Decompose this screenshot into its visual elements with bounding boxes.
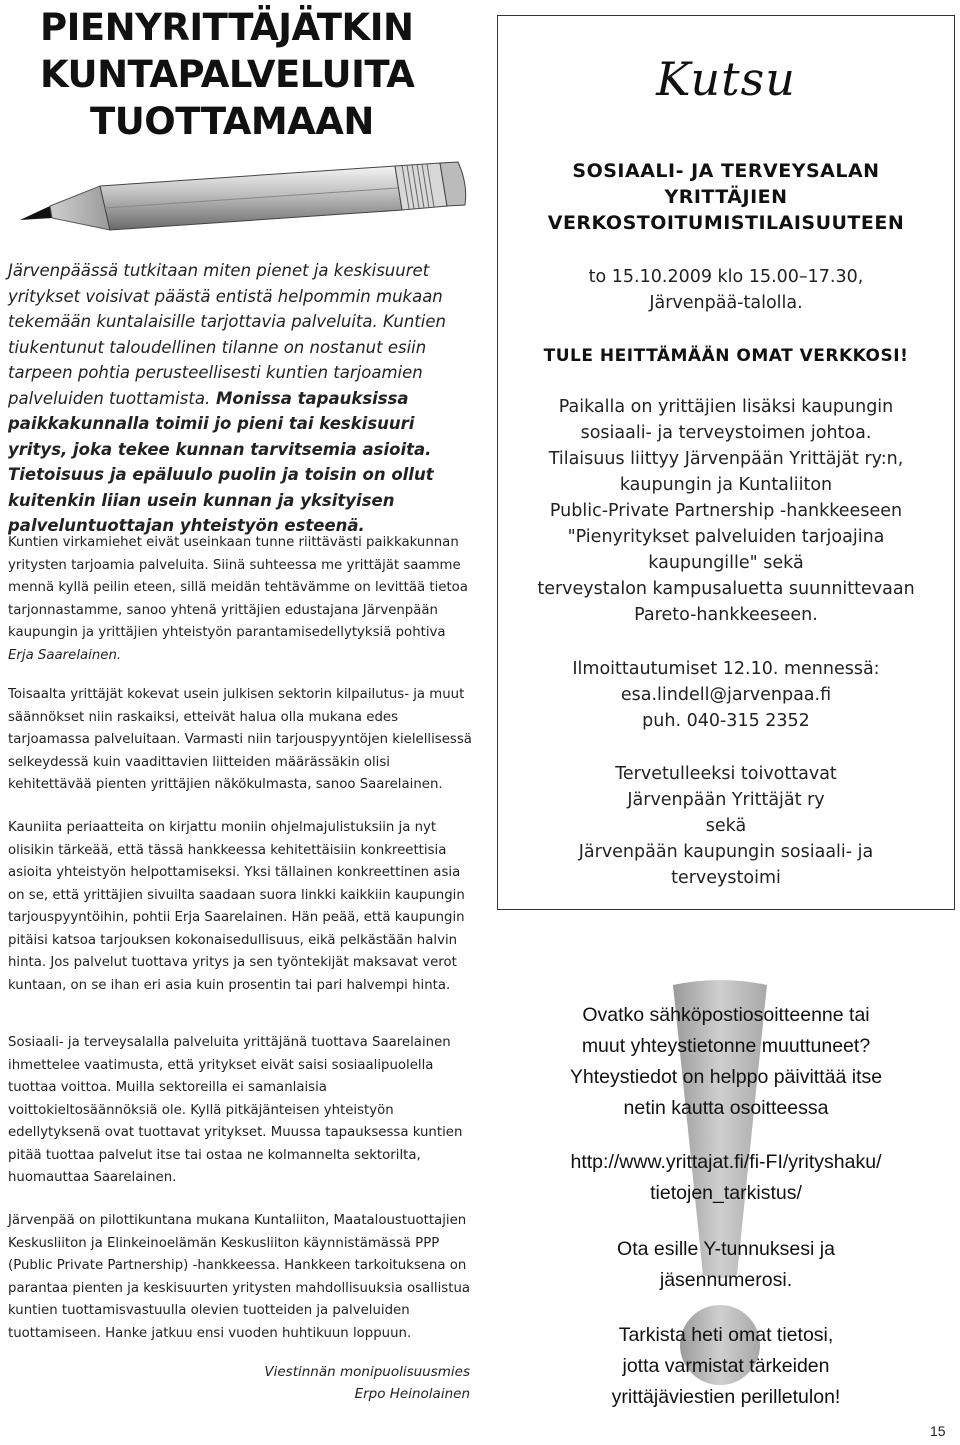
article-body-3 [8, 817, 473, 1013]
body-paragraph-3: Kauniita periaatteita on kirjattu moniin ohjelmajulistuksiin ja nyt olisikin tärkeää, että tässä hankkeessa kehitettäisiin konkreettisia asioita yhteistyön helpottamiseksi. Yksi tällainen konkreettinen asia on se, että yrittäjien sivuilta saadaan suora linkki kaikkiin kaupungin tarjouspyyntöihin, pohtii Erja Saarelainen. Hän peää, että kaupungin pitäisi katsoa tarjouksen kokonaisedullisuus, eikä pelkästään halvin hinta. Jos palvelut tuottava yritys ja sen työntekijät maksavat verot kuntaan, on se ihan eri asia kuin prosentin tai pari halvempi hinta. [8, 820, 465, 993]
lead-paragraph [8, 258, 478, 539]
page-number: 15 [930, 1423, 946, 1439]
article-body-5 [8, 1210, 473, 1361]
lead-text-bold: Monissa tapauksissa paikkakunnalla toimii jo pieni tai keskisuuri yritys, joka tekee kunnan tarvitsemia asioita. Tietoisuus ja epäluulo puolin ja toisin on ollut kuitenkin liian usein kunnan ja yksityisen palveluntuottajan yhteistyön esteenä. [8, 388, 434, 535]
lead-text: Järvenpäässä tutkitaan miten pienet ja keskisuuret yritykset voisivat päästä entistä helpommin mukaan tekemään kuntalaisille tarjottavia palveluita. Kuntien tiukentunut taloudellinen tilanne on nostanut esiin tarpeen pohtia perusteellisesti kuntien tarjoamien palveluiden tuottamista. [8, 261, 446, 408]
pencil-icon [10, 160, 470, 250]
update-url[interactable]: http://www.yrittajat.fi/fi-FI/yrityshaku/ tietojen_tarkistus/ [570, 1151, 882, 1204]
signature-name: Erpo Heinolainen [354, 1386, 470, 1402]
ytunnus-note: Ota esille Y-tunnuksesi ja jäsennumerosi. [617, 1238, 835, 1291]
headline-line-1: PIENYRITTÄJÄTKIN [40, 6, 414, 49]
event-time: to 15.10.2009 klo 15.00–17.30, Järvenpää-talolla. [588, 267, 864, 313]
invitation-box [497, 15, 955, 910]
check-note: Tarkista heti omat tietosi, jotta varmistat tärkeiden yrittäjäviestien perilletulon! [611, 1324, 841, 1408]
event-title: SOSIAALI- JA TERVEYSALAN YRITTÄJIEN VERKOSTOITUMISTILAISUUTEEN [547, 160, 905, 234]
registration-info: Ilmoittautumiset 12.10. mennessä: esa.lindell@jarvenpaa.fi puh. 040-315 2352 [498, 656, 954, 734]
article-body-2 [8, 684, 473, 813]
welcome-text: Tervetulleeksi toivottavat Järvenpään Yrittäjät ry sekä Järvenpään kaupungin sosiaali- ja terveystoimi [578, 764, 874, 888]
invitation-heading: Kutsu [656, 52, 796, 106]
headline-line-2: KUNTAPALVELUITA [40, 53, 415, 96]
person-name: Erja Saarelainen. [8, 647, 122, 663]
headline [40, 4, 470, 145]
body-paragraph-1: Kuntien virkamiehet eivät useinkaan tunne riittävästi paikkakunnan yritysten tarjoamia palveluita. Siinä suhteessa me yrittäjät saamme mennä kyllä peilin eteen, sillä meidän tehtävämme on levittää tietoa tarjonnastamme, sanoo yhtenä yrittäjien edustajana Järvenpään kaupungin ja yrittäjien yhteistyön parantamisedellytyksiä pohtiva Erja Saarelainen. [8, 535, 468, 663]
registration-email[interactable]: esa.lindell@jarvenpaa.fi [620, 685, 832, 705]
update-notice: Ovatko sähköpostiosoitteenne tai muut yhteystietonne muuttuneet? Yhteystiedot on helppo päivittää itse netin kautta osoitteessa [569, 1004, 883, 1119]
body-paragraph-5: Järvenpää on pilottikuntana mukana Kuntaliiton, Maataloustuottajien Keskusliiton ja Elinkeinoelämän Keskusliiton käynnistämässä PPP (Public Private Partnership) -hankkeessa. Hankkeen tarkoituksena on parantaa pienten ja keskisuurten yritysten mahdollisuuksia osallistua kuntien tuottamisvastuulla olevien tuotteiden ja palveluiden tuottamiseen. Hanke jatkuu ensi vuoden huhtikuun loppuun. [8, 1213, 471, 1341]
body-paragraph-2: Toisaalta yrittäjät kokevat usein julkisen sektorin kilpailutus- ja muut säännökset niin raskaiksi, etteivät halua olla mukana edes tarjoamassa palveluitaan. Varmasti niin tarjouspyyntöjen kielellisessä selkeydessä kuin vaadittavien liitteiden määrässäkin olisi kehitettävää pienten yrittäjien näkökulmasta, sanoo Saarelainen. [8, 687, 472, 792]
event-slogan: TULE HEITTÄMÄÄN OMAT VERKKOSI! [543, 346, 909, 366]
body-paragraph-4: Sosiaali- ja terveysalalla palveluita yrittäjänä tuottava Saarelainen ihmettelee vaatimusta, että yritykset eivät saisi sosiaalipuolella tuottaa voittoa. Muilla sektoreilla ei samanlaisia voittokieltosäännöksiä ole. Kyllä pitkäjänteisen yhteistyön edellytyksenä ovat tuottavat yritykset. Muussa tapauksessa kuntien pitää tuottaa palvelut itse tai ostaa ne kolmannelta sektorilta, huomauttaa Saarelainen. [8, 1035, 463, 1185]
event-details: Paikalla on yrittäjien lisäksi kaupungin sosiaali- ja terveystoimen johtoa. Tilaisuus liittyy Järvenpään Yrittäjät ry:n, kaupungin ja Kuntaliiton Public-Private Partnership -hankkeeseen "Pienyritykset palveluiden tarjoajina kaupungille" sekä terveystalon kampusaluetta suunnittevaan Pareto-hankkeeseen. [537, 397, 915, 625]
article-body [8, 532, 473, 683]
article-body-4 [8, 1032, 473, 1206]
signature [200, 1361, 470, 1405]
signature-title: Viestinnän monipuolisuusmies [264, 1364, 470, 1380]
headline-line-3: TUOTTAMAAN [90, 100, 374, 143]
